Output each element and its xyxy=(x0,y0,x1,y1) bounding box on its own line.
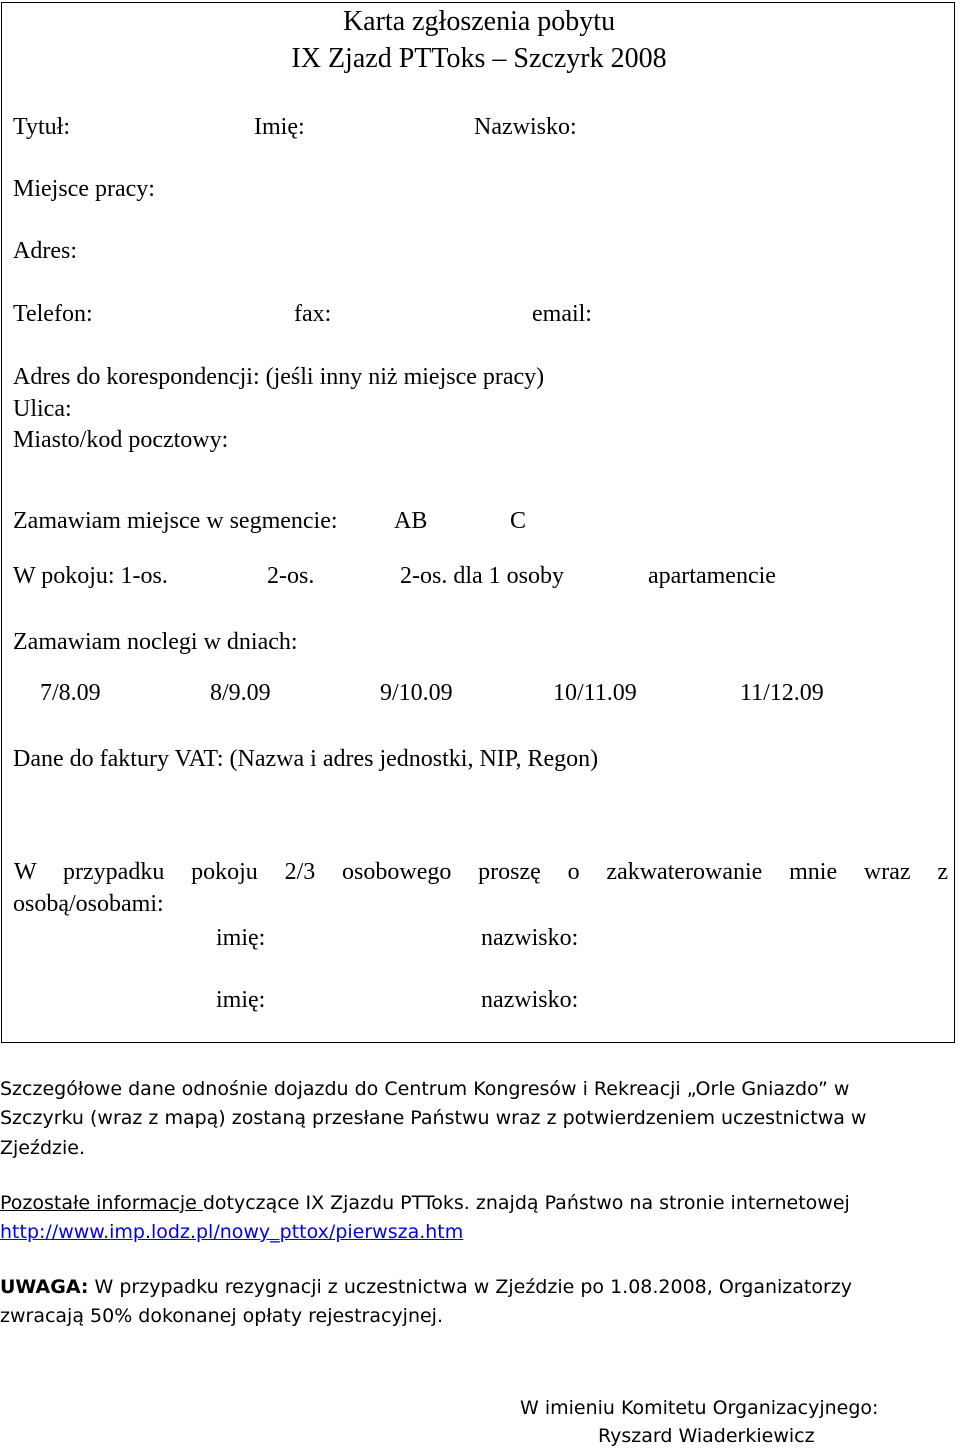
cancellation-note-line1 xyxy=(0,1276,852,1298)
segment-option-ab: AB xyxy=(394,508,428,534)
segment-option-c: C xyxy=(510,508,527,534)
website-link[interactable]: http://www.imp.lodz.pl/nowy_pttox/pierwsza.htm xyxy=(0,1221,464,1243)
field-adres-label: Adres: xyxy=(13,238,77,264)
signature-name: Ryszard Wiaderkiewicz xyxy=(598,1425,815,1447)
form-subtitle: IX Zjazd PTToks – Szczyrk 2008 xyxy=(291,43,667,74)
room-label-1os: W pokoju: 1-os. xyxy=(13,563,168,589)
travel-info-line1: Szczegółowe dane odnośnie dojazdu do Centrum Kongresów i Rekreacji „Orle Gniazdo” w xyxy=(0,1078,850,1100)
companion-2-nazwisko-label: nazwisko: xyxy=(481,987,579,1013)
field-miasto-label: Miasto/kod pocztowy: xyxy=(13,427,229,453)
field-tytul-label: Tytuł: xyxy=(13,114,70,140)
field-telefon-label: Telefon: xyxy=(13,301,93,327)
shared-room-request-line1: W przypadku pokoju 2/3 osobowego proszę o zakwaterowanie mnie wraz z xyxy=(14,859,948,885)
field-ulica-label: Ulica: xyxy=(13,396,72,422)
registration-form-box xyxy=(1,2,955,1043)
night-date-1: 7/8.09 xyxy=(40,680,101,706)
room-option-apartment: apartamencie xyxy=(648,563,776,589)
travel-info-line3: Zjeździe. xyxy=(0,1137,85,1159)
travel-info-line2: Szczyrku (wraz z mapą) zostaną przesłane Państwu wraz z potwierdzeniem uczestnictwa w xyxy=(0,1107,867,1129)
segment-label: Zamawiam miejsce w segmencie: xyxy=(13,508,338,534)
field-miejsce-pracy-label: Miejsce pracy: xyxy=(13,176,155,202)
field-fax-label: fax: xyxy=(294,301,332,327)
more-info-text: dotyczące IX Zjazdu PTToks. znajdą Państwo na stronie internetowej xyxy=(202,1192,850,1214)
more-info-underlined: Pozostałe informacje xyxy=(0,1192,203,1214)
cancellation-note-line2: zwracają 50% dokonanej opłaty rejestracyjnej. xyxy=(0,1305,443,1327)
night-date-5: 11/12.09 xyxy=(740,680,824,706)
companion-1-nazwisko-label: nazwisko: xyxy=(481,925,579,951)
invoice-data-label: Dane do faktury VAT: (Nazwa i adres jednostki, NIP, Regon) xyxy=(13,746,599,772)
field-nazwisko-label: Nazwisko: xyxy=(474,114,577,140)
more-info-line xyxy=(0,1192,850,1214)
night-date-4: 10/11.09 xyxy=(553,680,637,706)
correspondence-address-label: Adres do korespondencji: (jeśli inny niż miejsce pracy) xyxy=(13,364,545,390)
form-title: Karta zgłoszenia pobytu xyxy=(342,6,616,37)
cancellation-note-text: W przypadku rezygnacji z uczestnictwa w Zjeździe po 1.08.2008, Organizatorzy xyxy=(88,1276,853,1298)
room-option-2os-single: 2-os. dla 1 osoby xyxy=(400,563,564,589)
nights-label: Zamawiam noclegi w dniach: xyxy=(13,629,298,655)
companion-2-imie-label: imię: xyxy=(216,987,266,1013)
field-email-label: email: xyxy=(532,301,592,327)
field-imie-label: Imię: xyxy=(254,114,305,140)
companion-1-imie-label: imię: xyxy=(216,925,266,951)
shared-room-request-line2: osobą/osobami: xyxy=(13,891,164,917)
night-date-2: 8/9.09 xyxy=(210,680,271,706)
night-date-3: 9/10.09 xyxy=(380,680,453,706)
room-option-2os: 2-os. xyxy=(267,563,315,589)
warning-label: UWAGA: xyxy=(0,1276,89,1298)
signature-committee: W imieniu Komitetu Organizacyjnego: xyxy=(520,1397,879,1419)
